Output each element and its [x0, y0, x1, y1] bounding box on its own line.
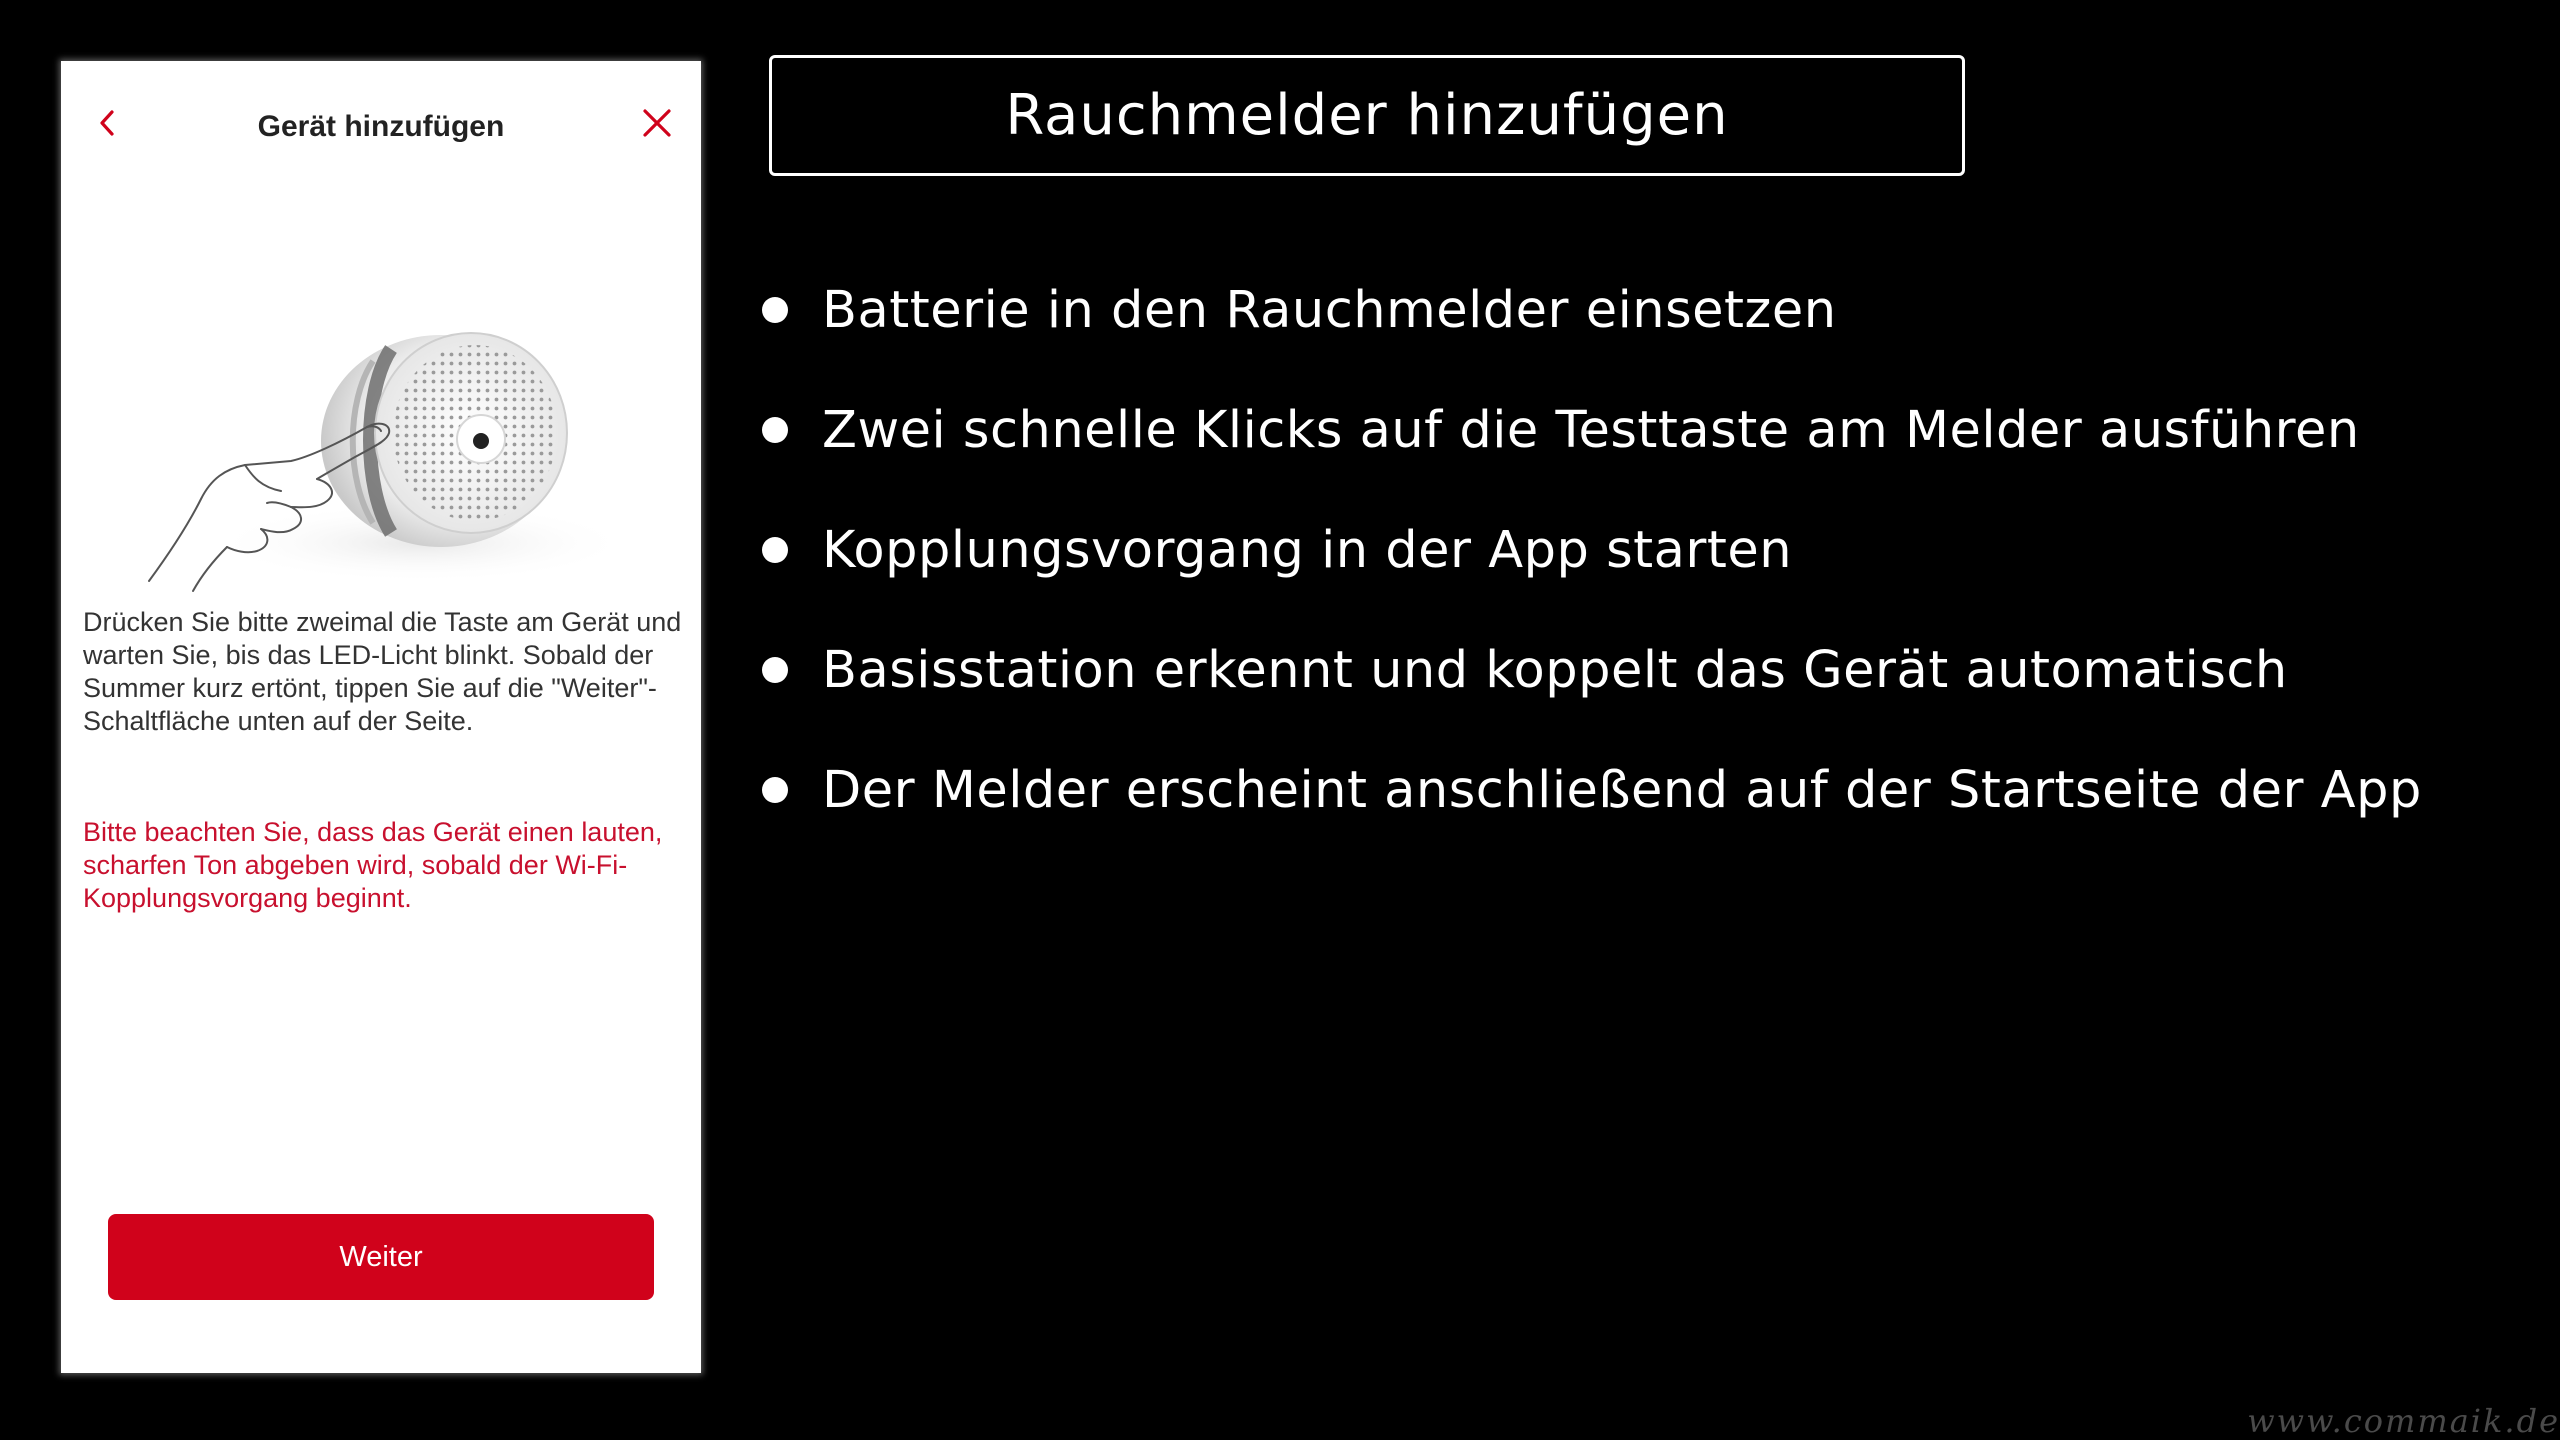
slide-title: Rauchmelder hinzufügen — [1005, 83, 1729, 148]
bullet-item — [760, 370, 2422, 490]
bullet-dot-icon — [762, 777, 788, 803]
bullet-item — [760, 730, 2422, 850]
bullet-list — [760, 250, 2422, 850]
slide-title-box — [769, 55, 1965, 176]
weiter-button[interactable]: Weiter — [108, 1214, 654, 1300]
warning-text: Bitte beachten Sie, dass das Gerät einen lauten, scharfen Ton abgeben wird, sobald der Wi-Fi-Kopplungsvorgang beginnt. — [83, 817, 663, 913]
close-icon-svg — [641, 107, 673, 139]
bullet-text: Basisstation erkennt und koppelt das Gerät automatisch — [822, 640, 2288, 700]
bullet-text: Batterie in den Rauchmelder einsetzen — [822, 280, 1837, 340]
bullet-dot-icon — [762, 417, 788, 443]
watermark: www.commaik.de — [2247, 1402, 2560, 1440]
smoke-detector-illustration — [141, 251, 661, 611]
bullet-dot-icon — [762, 537, 788, 563]
bullet-dot-icon — [762, 297, 788, 323]
phone-header — [61, 61, 701, 185]
bullet-text: Der Melder erscheint anschließend auf der Startseite der App — [822, 760, 2422, 820]
bullet-text: Zwei schnelle Klicks auf die Testtaste am Melder ausführen — [822, 400, 2360, 460]
smoke-detector-with-hand-icon — [141, 251, 661, 611]
bullet-item — [760, 490, 2422, 610]
bullet-item — [760, 610, 2422, 730]
bullet-dot-icon — [762, 657, 788, 683]
phone-screen — [61, 61, 701, 1373]
instruction-text: Drücken Sie bitte zweimal die Taste am Gerät und warten Sie, bis das LED-Licht blinkt. Sobald der Summer kurz ertönt, tippen Sie auf die "Weiter"-Schaltfläche unten auf der Seite. — [83, 607, 682, 736]
page-title: Gerät hinzufügen — [257, 110, 505, 143]
bullet-item — [760, 250, 2422, 370]
close-icon[interactable] — [633, 99, 681, 147]
bullet-text: Kopplungsvorgang in der App starten — [822, 520, 1793, 580]
